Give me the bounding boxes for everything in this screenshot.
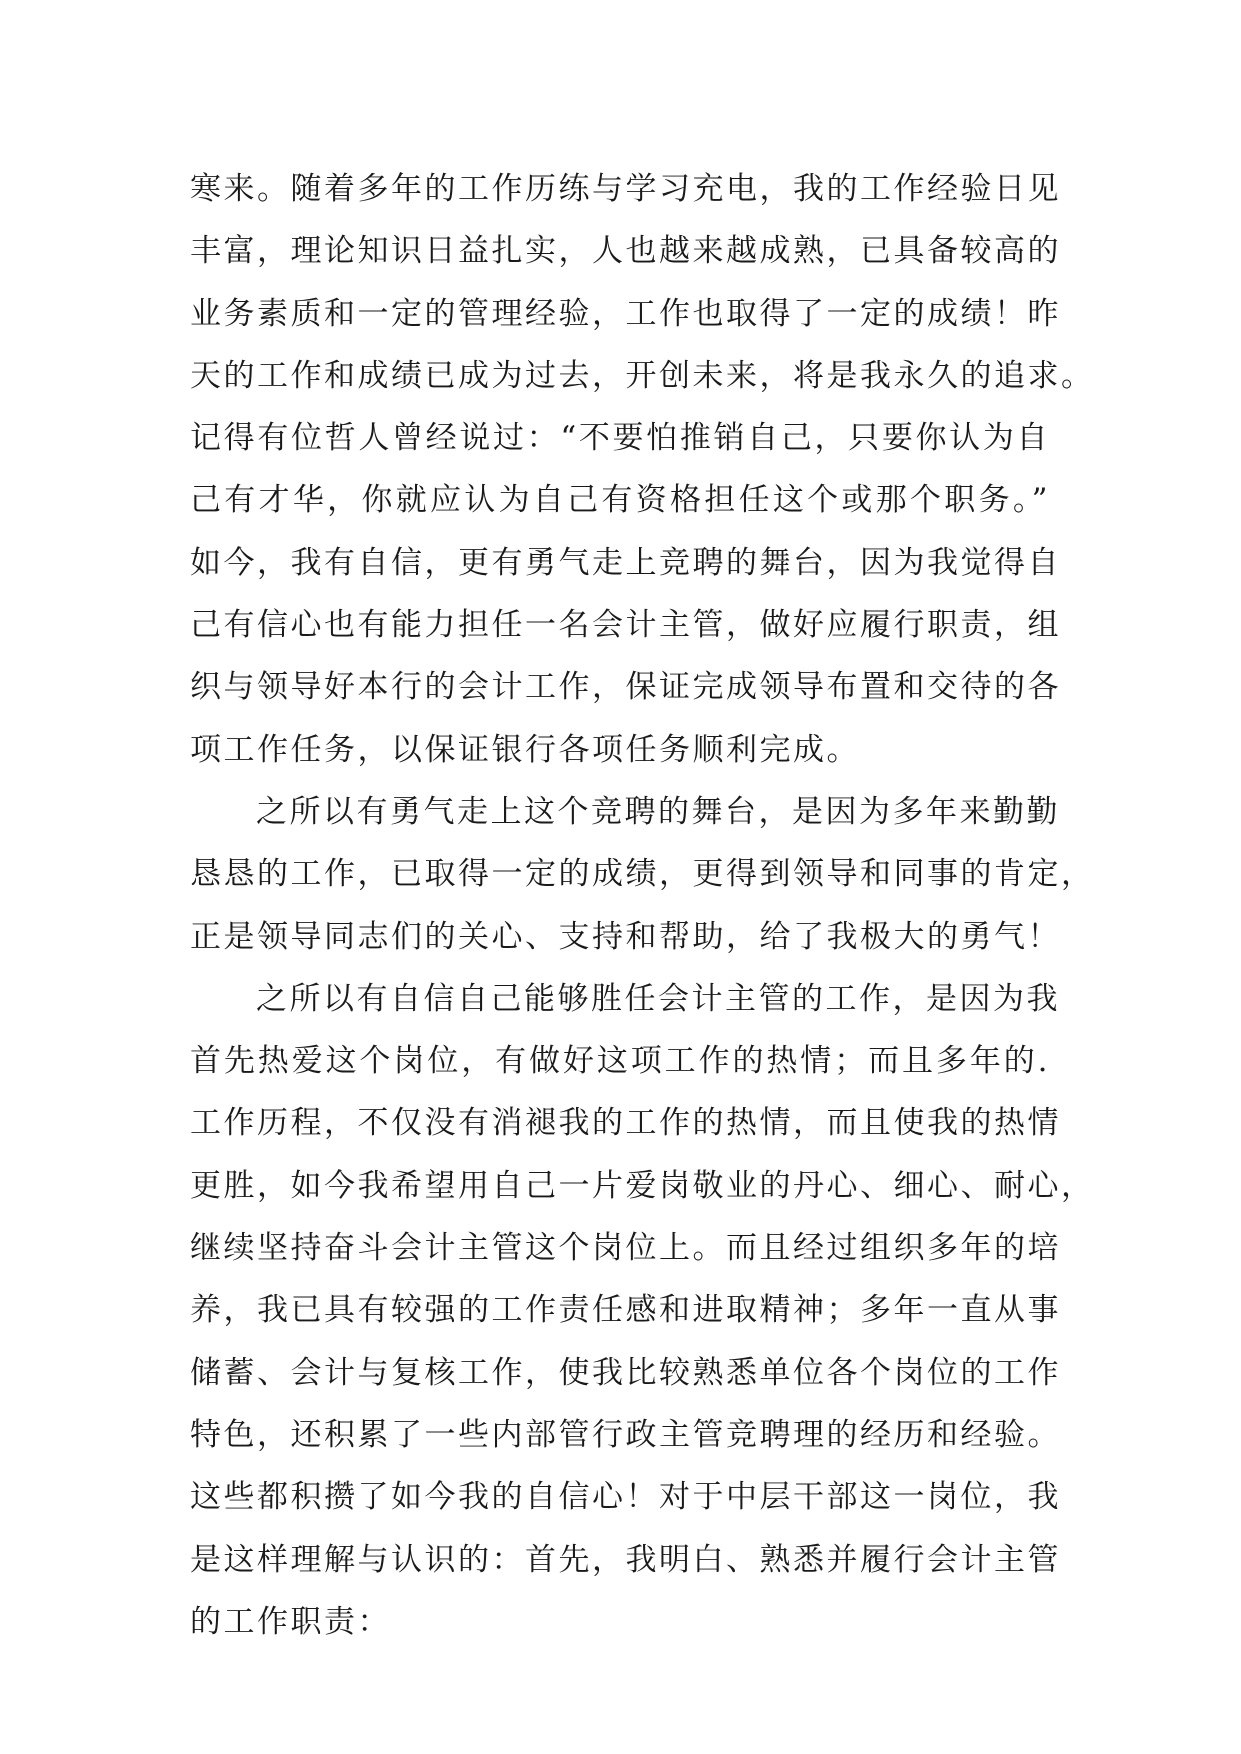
text-line: 之所以有自信自己能够胜任会计主管的工作，是因为我	[256, 980, 1060, 1017]
text-line: 是这样理解与认识的：首先，我明白、熟悉并履行会计主管	[190, 1541, 1061, 1578]
text-line: 记得有位哲人曾经说过：“不要怕推销自己，只要你认为自	[190, 420, 1050, 457]
text-line: 储蓄、会计与复核工作，使我比较熟悉单位各个岗位的工作	[190, 1354, 1061, 1391]
text-line: 首先热爱这个岗位，有做好这项工作的热情；而且多年的.	[190, 1043, 1050, 1080]
text-line: 之所以有勇气走上这个竞聘的舞台，是因为多年来勤勤	[256, 793, 1060, 830]
text-line: 正是领导同志们的关心、支持和帮助，给了我极大的勇气！	[190, 918, 1061, 955]
text-line: 继续坚持奋斗会计主管这个岗位上。而且经过组织多年的培	[190, 1230, 1061, 1267]
text-line: 己有信心也有能力担任一名会计主管，做好应履行职责，组	[190, 607, 1061, 644]
text-line: 养，我已具有较强的工作责任感和进取精神；多年一直从事	[190, 1292, 1061, 1329]
paragraph-2	[190, 781, 1095, 968]
text-line: 业务素质和一定的管理经验，工作也取得了一定的成绩！昨	[190, 295, 1061, 332]
text-line: 织与领导好本行的会计工作，保证完成领导布置和交待的各	[190, 669, 1061, 706]
text-line: 丰富，理论知识日益扎实，人也越来越成熟，已具备较高的	[190, 233, 1061, 270]
text-line: 更胜，如今我希望用自己一片爱岗敬业的丹心、细心、耐心，	[190, 1167, 1095, 1204]
text-line: 项工作任务，以保证银行各项任务顺利完成。	[190, 731, 860, 768]
text-line: 己有才华，你就应认为自己有资格担任这个或那个职务。”	[190, 482, 1050, 519]
text-line: 工作历程，不仅没有消褪我的工作的热情，而且使我的热情	[190, 1105, 1061, 1142]
text-line: 的工作职责：	[190, 1603, 391, 1640]
text-line: 这些都积攒了如今我的自信心！对于中层干部这一岗位，我	[190, 1479, 1061, 1516]
text-line: 天的工作和成绩已成为过去，开创未来，将是我永久的追求。	[190, 357, 1095, 394]
document-body	[190, 158, 1095, 1653]
text-line: 特色，还积累了一些内部管行政主管竞聘理的经历和经验。	[190, 1416, 1061, 1453]
paragraph-1	[190, 158, 1095, 781]
text-line: 寒来。随着多年的工作历练与学习充电，我的工作经验日见	[190, 171, 1061, 207]
text-line: 恳恳的工作，已取得一定的成绩，更得到领导和同事的肯定，	[190, 856, 1095, 893]
paragraph-3	[190, 968, 1095, 1653]
text-line: 如今，我有自信，更有勇气走上竞聘的舞台，因为我觉得自	[190, 544, 1061, 581]
